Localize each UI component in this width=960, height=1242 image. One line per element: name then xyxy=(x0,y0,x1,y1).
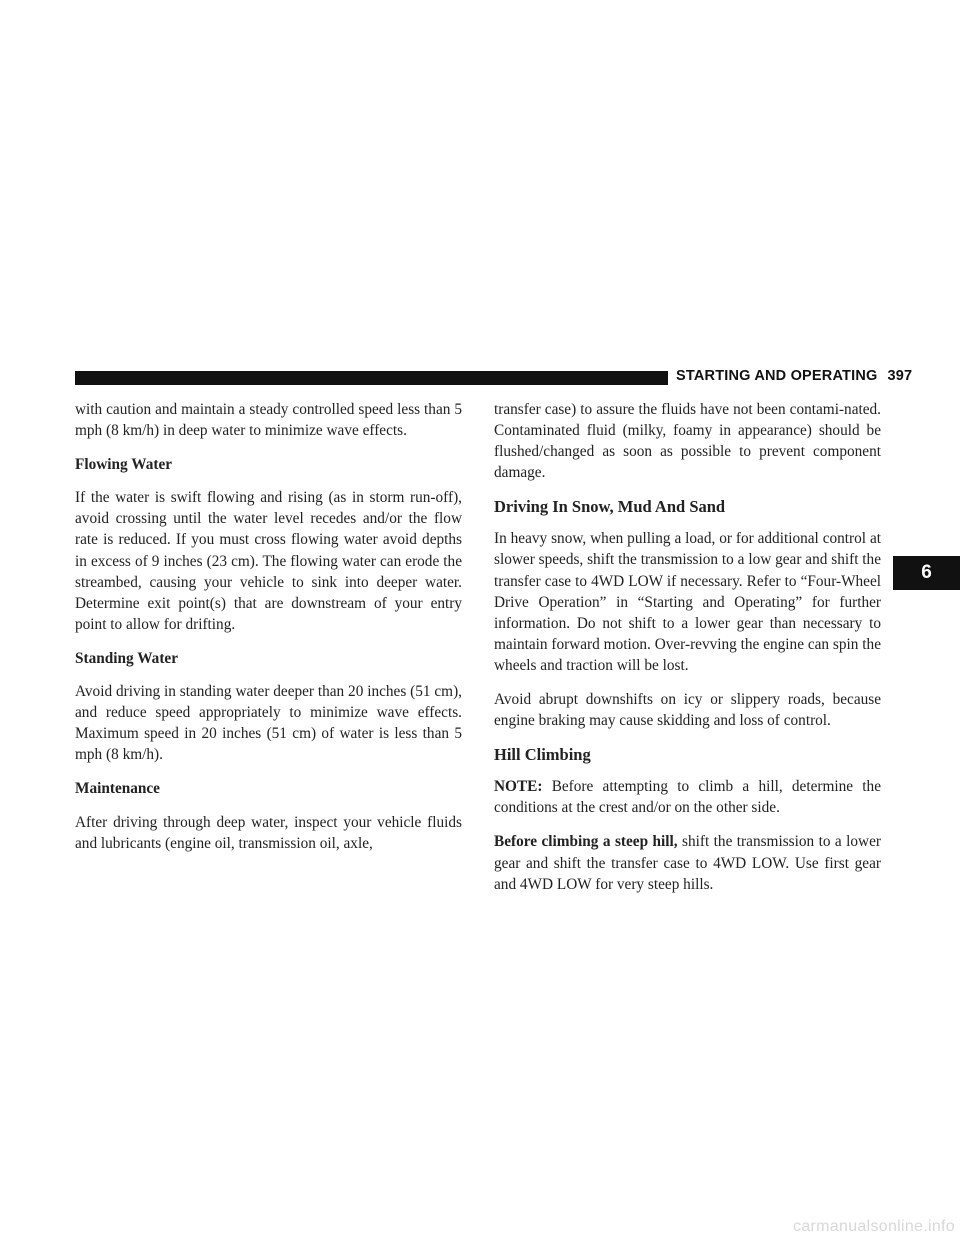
paragraph-flowing-water: If the water is swift flowing and rising (as in storm run-off), avoid crossing until the water level recedes and/or the flow rate is reduced. If you must cross flowing water avoid depths in excess of 9 inches (23 cm). The flowing water can erode the streambed, causing your vehicle to sink into deeper water. Determine exit point(s) that are downstream of your entry point to allow for drifting. xyxy=(75,489,462,633)
chapter-tab[interactable]: 6 xyxy=(893,556,960,590)
note-label: NOTE: xyxy=(494,778,543,796)
paragraph-snow-2: Avoid abrupt downshifts on icy or slippery roads, because engine braking may cause skidding and loss of control. xyxy=(494,691,881,730)
section-title: STARTING AND OPERATING xyxy=(676,368,878,384)
note-paragraph xyxy=(494,776,881,818)
paragraph-snow-1: In heavy snow, when pulling a load, or for additional control at slower speeds, shift the transmission to a low gear and shift the transfer case to 4WD LOW if necessary. Refer to “Four-Wheel Drive Operation” in “Starting and Operating” for further information. Do not shift to a lower gear than necessary to maintain forward motion. Over-revving the engine can spin the wheels and traction will be lost. xyxy=(494,530,881,674)
watermark: carmanualsonline.info xyxy=(793,1218,955,1235)
subheading-maintenance: Maintenance xyxy=(75,780,160,798)
paragraph-hill-climbing xyxy=(494,831,881,894)
paragraph-deep-water-end: with caution and maintain a steady controlled speed less than 5 mph (8 km/h) in deep water to minimize wave effects. xyxy=(75,401,462,440)
running-header xyxy=(676,368,912,384)
heading-hill-climbing: Hill Climbing xyxy=(494,745,591,765)
subheading-standing-water: Standing Water xyxy=(75,649,178,667)
header-rule xyxy=(75,371,668,385)
hill-lead: Before climbing a steep hill, xyxy=(494,833,678,851)
left-column xyxy=(75,399,462,867)
note-text: Before attempting to climb a hill, determine the conditions at the crest and/or on the other side. xyxy=(494,778,881,817)
paragraph-maintenance-continued: transfer case) to assure the fluids have not been contami-nated. Contaminated fluid (milky, foamy in appearance) should be flushed/changed as soon as possible to prevent component damage. xyxy=(494,401,881,482)
paragraph-standing-water: Avoid driving in standing water deeper than 20 inches (51 cm), and reduce speed appropriately to minimize wave effects. Maximum speed in 20 inches (51 cm) of water is less than 5 mph (8 km/h). xyxy=(75,683,462,764)
paragraph-maintenance: After driving through deep water, inspect your vehicle fluids and lubricants (engine oil, transmission oil, axle, xyxy=(75,813,462,852)
heading-driving-in-snow: Driving In Snow, Mud And Sand xyxy=(494,497,726,517)
subheading-flowing-water: Flowing Water xyxy=(75,456,173,474)
hill-text: shift the transmission to a lower gear and shift the transfer case to 4WD LOW. Use first gear and 4WD LOW for very steep hills. xyxy=(494,833,881,893)
right-column xyxy=(494,399,881,908)
page-number: 397 xyxy=(887,368,913,384)
